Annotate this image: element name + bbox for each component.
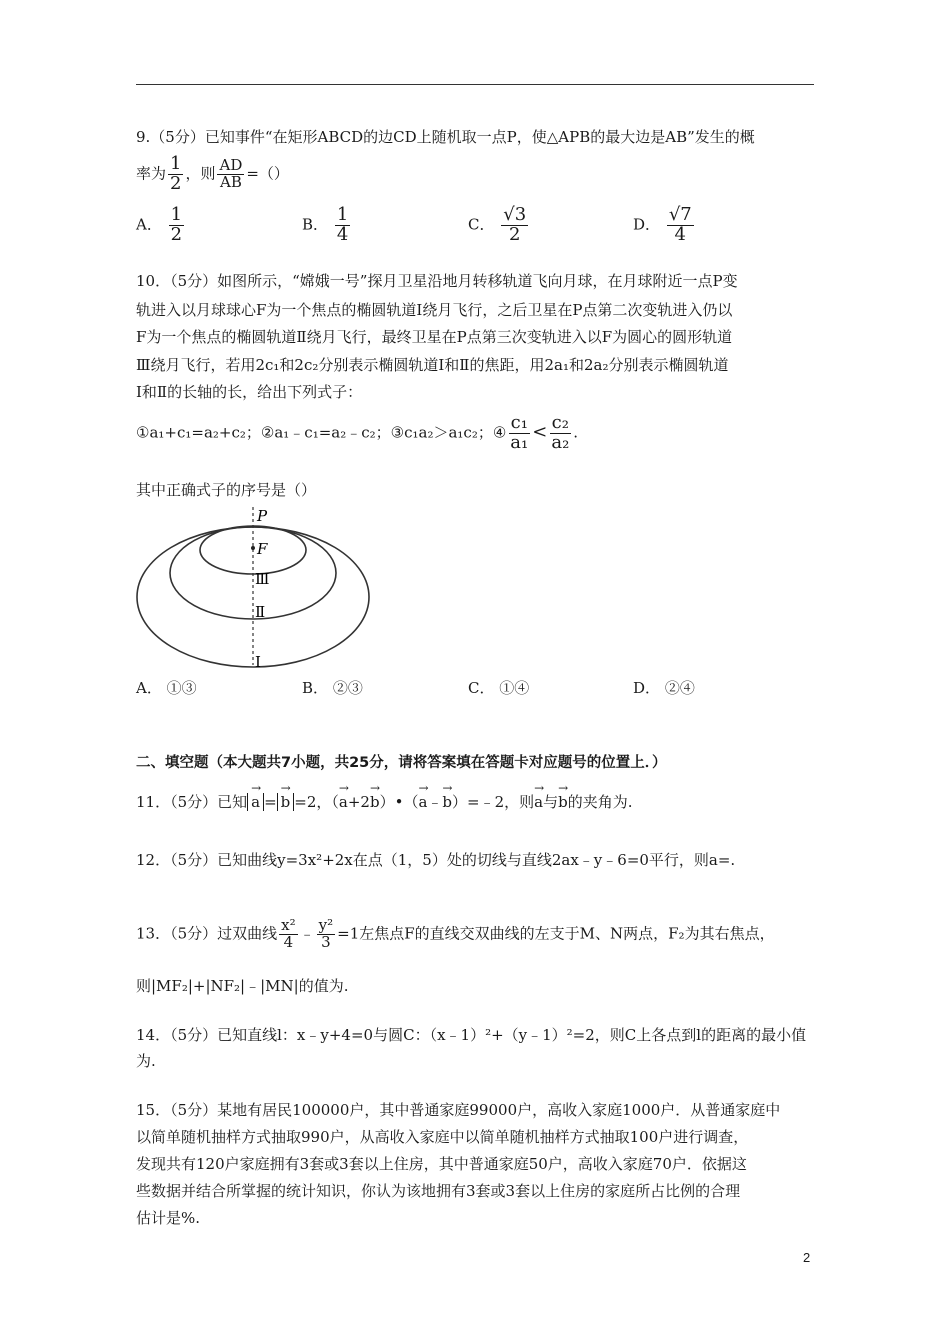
focus-point — [251, 546, 255, 550]
q10-line5: Ⅰ和Ⅱ的长轴的长，给出下列式子： — [136, 383, 363, 401]
q10-option-d: D． ②④ — [633, 679, 695, 697]
q15-line3: 发现共有120户家庭拥有3套或3套以上住房，其中普通家庭50户，高收入家庭70户．依据这 — [136, 1155, 747, 1173]
q9-option-b: B． $\frac{1}{4}$ — [302, 204, 349, 245]
section-heading: 二、填空题（本大题共7小题，共25分，请将答案填在答题卡对应题号的位置上．） — [136, 755, 667, 771]
orbit-diagram — [130, 505, 400, 670]
q14-line2: 为. — [136, 1052, 156, 1070]
q15-line4: 些数据并结合所掌握的统计知识，你认为该地拥有3套或3套以上住房的家庭所占比例的合理 — [136, 1182, 741, 1200]
label-p: P — [257, 507, 268, 525]
q10-fraction-c2a2: $\frac{\text{c₂}}{\text{a₂}}$ — [551, 412, 570, 453]
q10-line4: Ⅲ绕月飞行，若用2c₁和2c₂分别表示椭圆轨道Ⅰ和Ⅱ的焦距，用2a₁和2a₂分别表示椭圆轨道 — [136, 356, 729, 374]
q15-line1: 15．（5分）某地有居民100000户，其中普通家庭99000户，高收入家庭1000户．从普通家庭中 — [136, 1101, 781, 1119]
q10-option-a: A． ①③ — [136, 679, 197, 697]
q9-option-a: A． $\frac{1}{2}$ — [136, 204, 183, 245]
q10-line3: F为一个焦点的椭圆轨道Ⅱ绕月飞行，最终卫星在P点第三次变轨进入以F为圆心的圆形轨道 — [136, 328, 733, 346]
q12-line: 12．（5分）已知曲线y=3x²+2x在点（1，5）处的切线与直线2ax﹣y﹣6=0平行，则a=. — [136, 851, 736, 869]
q9-ratio-fraction: $\frac{AD}{AB}$ — [219, 156, 243, 191]
q13-line1: 13．（5分）过双曲线 $\frac{\text{x²}}{4}$ ﹣ $\frac{\text{y²}}{3}$ =1左焦点F的直线交双曲线的左支于M、N两点，F₂为其右焦点， — [136, 916, 775, 951]
q13-fraction-y: $\frac{\text{y²}}{3}$ — [318, 916, 334, 951]
q10-prompt: 其中正确式子的序号是（） — [136, 481, 317, 499]
q9-option-d: D． $\frac{√7}{4}$ — [633, 204, 692, 245]
label-i: Ⅰ — [255, 653, 261, 670]
header-rule — [136, 84, 814, 85]
label-iii: Ⅲ — [255, 570, 270, 588]
q11-line: 11．（5分）已知→ a =→ b =2，（→ a+2→ b）•（→ a﹣→ b）=﹣2，则→ a与→ b的夹角为. — [136, 787, 633, 812]
q14-line1: 14．（5分）已知直线l：x﹣y+4=0与圆C：（x﹣1）²+（y﹣1）²=2，则C上各点到l的距离的最小值 — [136, 1026, 807, 1044]
q10-option-b: B． ②③ — [302, 679, 363, 697]
q9-line1: 9.（5分）已知事件“在矩形ABCD的边CD上随机取一点P，使△APB的最大边是AB”发生的概 — [136, 128, 755, 146]
q10-formulas: ①a₁+c₁=a₂+c₂；②a₁﹣c₁=a₂﹣c₂；③c₁a₂＞a₁c₂；④ $\frac{\text{c₁}}{\text{a₁}}$ < $\frac{\text{c₂}}{\text{a₂}}$ . — [136, 412, 579, 453]
q15-line2: 以简单随机抽样方式抽取990户，从高收入家庭中以简单随机抽样方式抽取100户进行调查， — [136, 1128, 749, 1146]
q10-line2: 轨进入以月球球心F为一个焦点的椭圆轨道Ⅰ绕月飞行，之后卫星在P点第二次变轨进入仍以 — [136, 301, 733, 319]
label-ii: Ⅱ — [255, 603, 266, 621]
q10-line1: 10．（5分）如图所示，“嫦娥一号”探月卫星沿地月转移轨道飞向月球，在月球附近一点P变 — [136, 272, 738, 290]
q10-fraction-c1a1: $\frac{\text{c₁}}{\text{a₁}}$ — [510, 412, 529, 453]
label-f: F — [257, 540, 268, 558]
q9-text: 率为 — [136, 164, 167, 183]
q13-fraction-x: $\frac{\text{x²}}{4}$ — [281, 916, 296, 951]
page-number: 2 — [803, 1250, 811, 1265]
q10-option-c: C． ①④ — [468, 679, 530, 697]
q9-line2: 率为 $\frac{1}{2}$ ，则 $\frac{AD}{AB}$ =（） — [136, 153, 289, 194]
q15-line5: 估计是%. — [136, 1209, 201, 1227]
q13-line2: 则|MF₂|+|NF₂|﹣|MN|的值为. — [136, 977, 349, 995]
q9-option-c: C． $\frac{√3}{2}$ — [468, 204, 527, 245]
q9-half-fraction: $\frac{1}{2}$ — [170, 153, 182, 194]
